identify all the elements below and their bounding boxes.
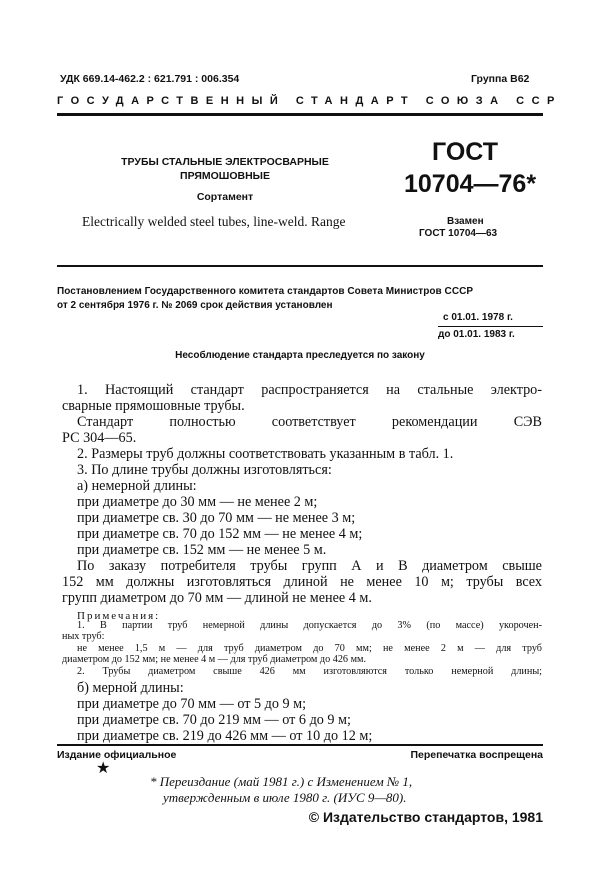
note-line: диаметром до 152 мм; не менее 4 м — для труб диаметром до 426 мм. (62, 654, 367, 665)
reissue-line-1: * Переиздание (май 1981 г.) с Изменением № 1, (150, 774, 413, 789)
group-code: Группа В62 (471, 73, 530, 85)
list-a-item: при диаметре св. 30 до 70 мм — не менее 3 м; (77, 510, 356, 526)
validity-divider (438, 326, 543, 327)
title-ru-line-2: ПРЯМОШОВНЫЕ (180, 170, 270, 182)
note-line: не менее 1,5 м — для труб диаметром до 70 мм; не менее 2 м — для труб (77, 643, 542, 654)
list-b-item: при диаметре св. 70 до 219 мм — от 6 до 9 м; (77, 712, 351, 728)
paragraph-4: 3. По длине трубы должны изготовляться: (77, 462, 332, 478)
list-b-item: при диаметре св. 219 до 426 мм — от 10 до 12 м; (77, 728, 373, 744)
validity-to: до 01.01. 1983 г. (438, 329, 515, 340)
reissue-line-2: утвержденным в июле 1980 г. (ИУС 9—80). (163, 790, 407, 805)
note-line: ных труб: (62, 631, 105, 642)
notes-title: Примечания: (77, 610, 161, 622)
decree-line-1: Постановлением Государственного комитета стандартов Совета Министров СССР (57, 286, 474, 297)
note-line: 2. Трубы диаметром свыше 426 мм изготовляются только немерной длины; (77, 666, 542, 677)
note-line: 1. В партии труб немерной длины допускается до 3% (по массе) укорочен- (77, 620, 542, 631)
star-icon: ★ (96, 758, 111, 777)
gost-label: ГОСТ (432, 138, 498, 166)
replaces-label: Взамен (447, 216, 484, 227)
title-rule (57, 265, 543, 267)
paragraph-3: 2. Размеры труб должны соответствовать указанным в табл. 1. (77, 446, 454, 462)
decree-line-2: от 2 сентября 1976 г. № 2069 срок действия установлен (57, 300, 333, 311)
copyright: © Издательство стандартов, 1981 (308, 809, 543, 825)
official-edition: Издание официальное (57, 749, 177, 761)
title-ru-line-1: ТРУБЫ СТАЛЬНЫЕ ЭЛЕКТРОСВАРНЫЕ (121, 156, 329, 168)
order-line-2: 152 мм должны изготовляться длиной не менее 10 м; трубы всех (62, 574, 542, 590)
paragraph-1-line-2: сварные прямошовные трубы. (62, 398, 245, 414)
footer-rule (57, 744, 543, 746)
header-rule (57, 113, 543, 116)
replaces-number: ГОСТ 10704—63 (419, 228, 498, 239)
list-a-item: при диаметре до 30 мм — не менее 2 м; (77, 494, 318, 510)
validity-from: с 01.01. 1978 г. (443, 312, 513, 323)
list-b-label: б) мерной длины: (77, 680, 184, 696)
list-a-item: при диаметре св. 152 мм — не менее 5 м. (77, 542, 327, 558)
reprint-prohibited: Перепечатка воспрещена (410, 749, 543, 761)
order-line-3: групп диаметром до 70 мм — длиной не менее 4 м. (62, 590, 372, 606)
paragraph-1-line-1: 1. Настоящий стандарт распространяется на стальные электро- (77, 382, 542, 398)
paragraph-2-line-1: Стандарт полностью соответствует рекомендации СЭВ (77, 414, 542, 430)
title-en: Electrically welded steel tubes, line-weld. Range (82, 214, 346, 229)
gost-number: 10704—76* (404, 170, 537, 198)
list-a-item: при диаметре св. 70 до 152 мм — не менее 4 м; (77, 526, 363, 542)
list-b-item: при диаметре до 70 мм — от 5 до 9 м; (77, 696, 307, 712)
udk-code: УДК 669.14-462.2 : 621.791 : 006.354 (60, 73, 240, 85)
list-a-label: а) немерной длины: (77, 478, 197, 494)
law-warning: Несоблюдение стандарта преследуется по закону (175, 350, 425, 361)
order-line-1: По заказу потребителя трубы групп А и В диаметром свыше (77, 558, 542, 574)
standard-banner: ГОСУДАРСТВЕННЫЙ СТАНДАРТ СОЮЗА ССР (57, 95, 562, 107)
paragraph-2-line-2: РС 304—65. (62, 430, 137, 446)
subtitle-ru: Сортамент (196, 191, 254, 203)
